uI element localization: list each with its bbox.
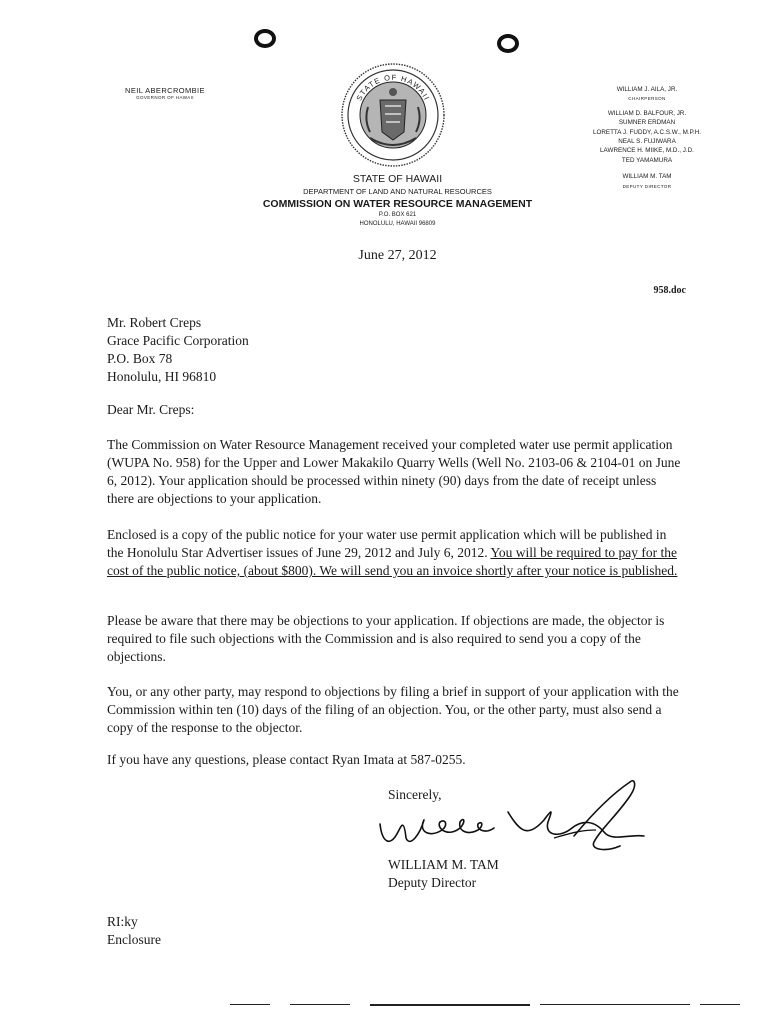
file-reference: 958.doc bbox=[653, 285, 686, 296]
seal-arc-text: STATE OF HAWAII bbox=[354, 72, 432, 103]
paragraph-public-notice bbox=[107, 526, 685, 580]
board-member: NEAL S. FUJIWARA bbox=[618, 138, 676, 146]
chairperson-name: WILLIAM J. AILA, JR. bbox=[616, 86, 678, 93]
state-seal bbox=[340, 62, 446, 168]
recipient-address-line1: P.O. Box 78 bbox=[107, 351, 173, 366]
signer-title: Deputy Director bbox=[388, 875, 477, 890]
enclosure-note: Enclosure bbox=[107, 932, 161, 947]
seal-graphic bbox=[340, 62, 446, 168]
signer-name: WILLIAM M. TAM bbox=[388, 857, 499, 872]
public-notice-text: Enclosed is a copy of the public notice for your water use permit application which will be published in the Honolulu Star Advertiser issues of June 29, 2012 and July 6, 2012. bbox=[107, 527, 667, 560]
deputy-director-title: DEPUTY DIRECTOR bbox=[622, 183, 672, 189]
board-member: TED YAMAMURA bbox=[621, 156, 673, 164]
paragraph-contact: If you have any questions, please contact Ryan Imata at 587-0255. bbox=[107, 752, 466, 767]
closing: Sincerely, bbox=[388, 787, 442, 802]
letterhead-po-box: P.O. BOX 621 bbox=[378, 212, 417, 218]
paragraph-response: You, or any other party, may respond to objections by filing a brief in support of your application with the Commission within ten (10) days of the filing of an objection. You, or the other party, must also send a copy of the response to the objector. bbox=[107, 684, 679, 735]
salutation: Dear Mr. Creps: bbox=[107, 402, 195, 417]
letterhead-department: DEPARTMENT OF LAND AND NATURAL RESOURCES bbox=[303, 187, 492, 196]
punch-hole-left bbox=[254, 29, 276, 48]
scan-artifact-line bbox=[370, 1004, 530, 1006]
deputy-director-name: WILLIAM M. TAM bbox=[622, 173, 672, 181]
paragraph-objections: Please be aware that there may be objections to your application. If objections are made, the objector is required to file such objections with the Commission and is also required to send you a copy of the objections. bbox=[107, 613, 665, 664]
board-member: LORETTA J. FUDDY, A.C.S.W., M.P.H. bbox=[592, 128, 702, 136]
board-member: SUMNER ERDMAN bbox=[618, 119, 676, 127]
signature bbox=[368, 772, 658, 862]
recipient-address-line2: Honolulu, HI 96810 bbox=[107, 369, 217, 384]
governor-title: GOVERNOR OF HAWAII bbox=[136, 95, 194, 100]
chairperson-title: CHAIRPERSON bbox=[628, 96, 666, 102]
scan-artifact-line bbox=[230, 1004, 270, 1005]
footer-notes bbox=[107, 913, 161, 949]
board-member: WILLIAM D. BALFOUR, JR. bbox=[607, 109, 687, 117]
paragraph-receipt: The Commission on Water Resource Management received your completed water use permit application (WUPA No. 958) for the Upper and Lower Makakilo Quarry Wells (Well No. 2103-06 & 2104-01 on June 6, 2012). Your application should be processed within ninety (90) days from the date of receipt unless there are objections to your application. bbox=[107, 437, 681, 506]
recipient-address bbox=[107, 314, 685, 386]
governor-name: NEIL ABERCROMBIE bbox=[125, 86, 205, 95]
typist-initials: RI:ky bbox=[107, 914, 138, 929]
letter-date: June 27, 2012 bbox=[358, 248, 437, 263]
signer-block bbox=[388, 856, 499, 892]
signature-graphic bbox=[368, 772, 658, 862]
scan-artifact-line bbox=[290, 1004, 350, 1005]
recipient-name: Mr. Robert Creps bbox=[107, 315, 202, 330]
letterhead-city: HONOLULU, HAWAII 96809 bbox=[359, 221, 436, 227]
letterhead-state: STATE OF HAWAII bbox=[352, 173, 443, 185]
scan-artifact-line bbox=[700, 1004, 740, 1005]
governor-block bbox=[95, 86, 235, 100]
scan-artifact-line bbox=[540, 1004, 690, 1005]
board-member: LAWRENCE H. MIIKE, M.D., J.D. bbox=[600, 147, 694, 155]
payment-notice-underlined: You will be required to pay for the cost of the public notice, (about $800). We will send you an invoice shortly after your notice is published. bbox=[107, 545, 678, 578]
recipient-company: Grace Pacific Corporation bbox=[107, 333, 249, 348]
punch-hole-right bbox=[497, 34, 519, 53]
letterhead-commission: COMMISSION ON WATER RESOURCE MANAGEMENT bbox=[262, 198, 533, 210]
